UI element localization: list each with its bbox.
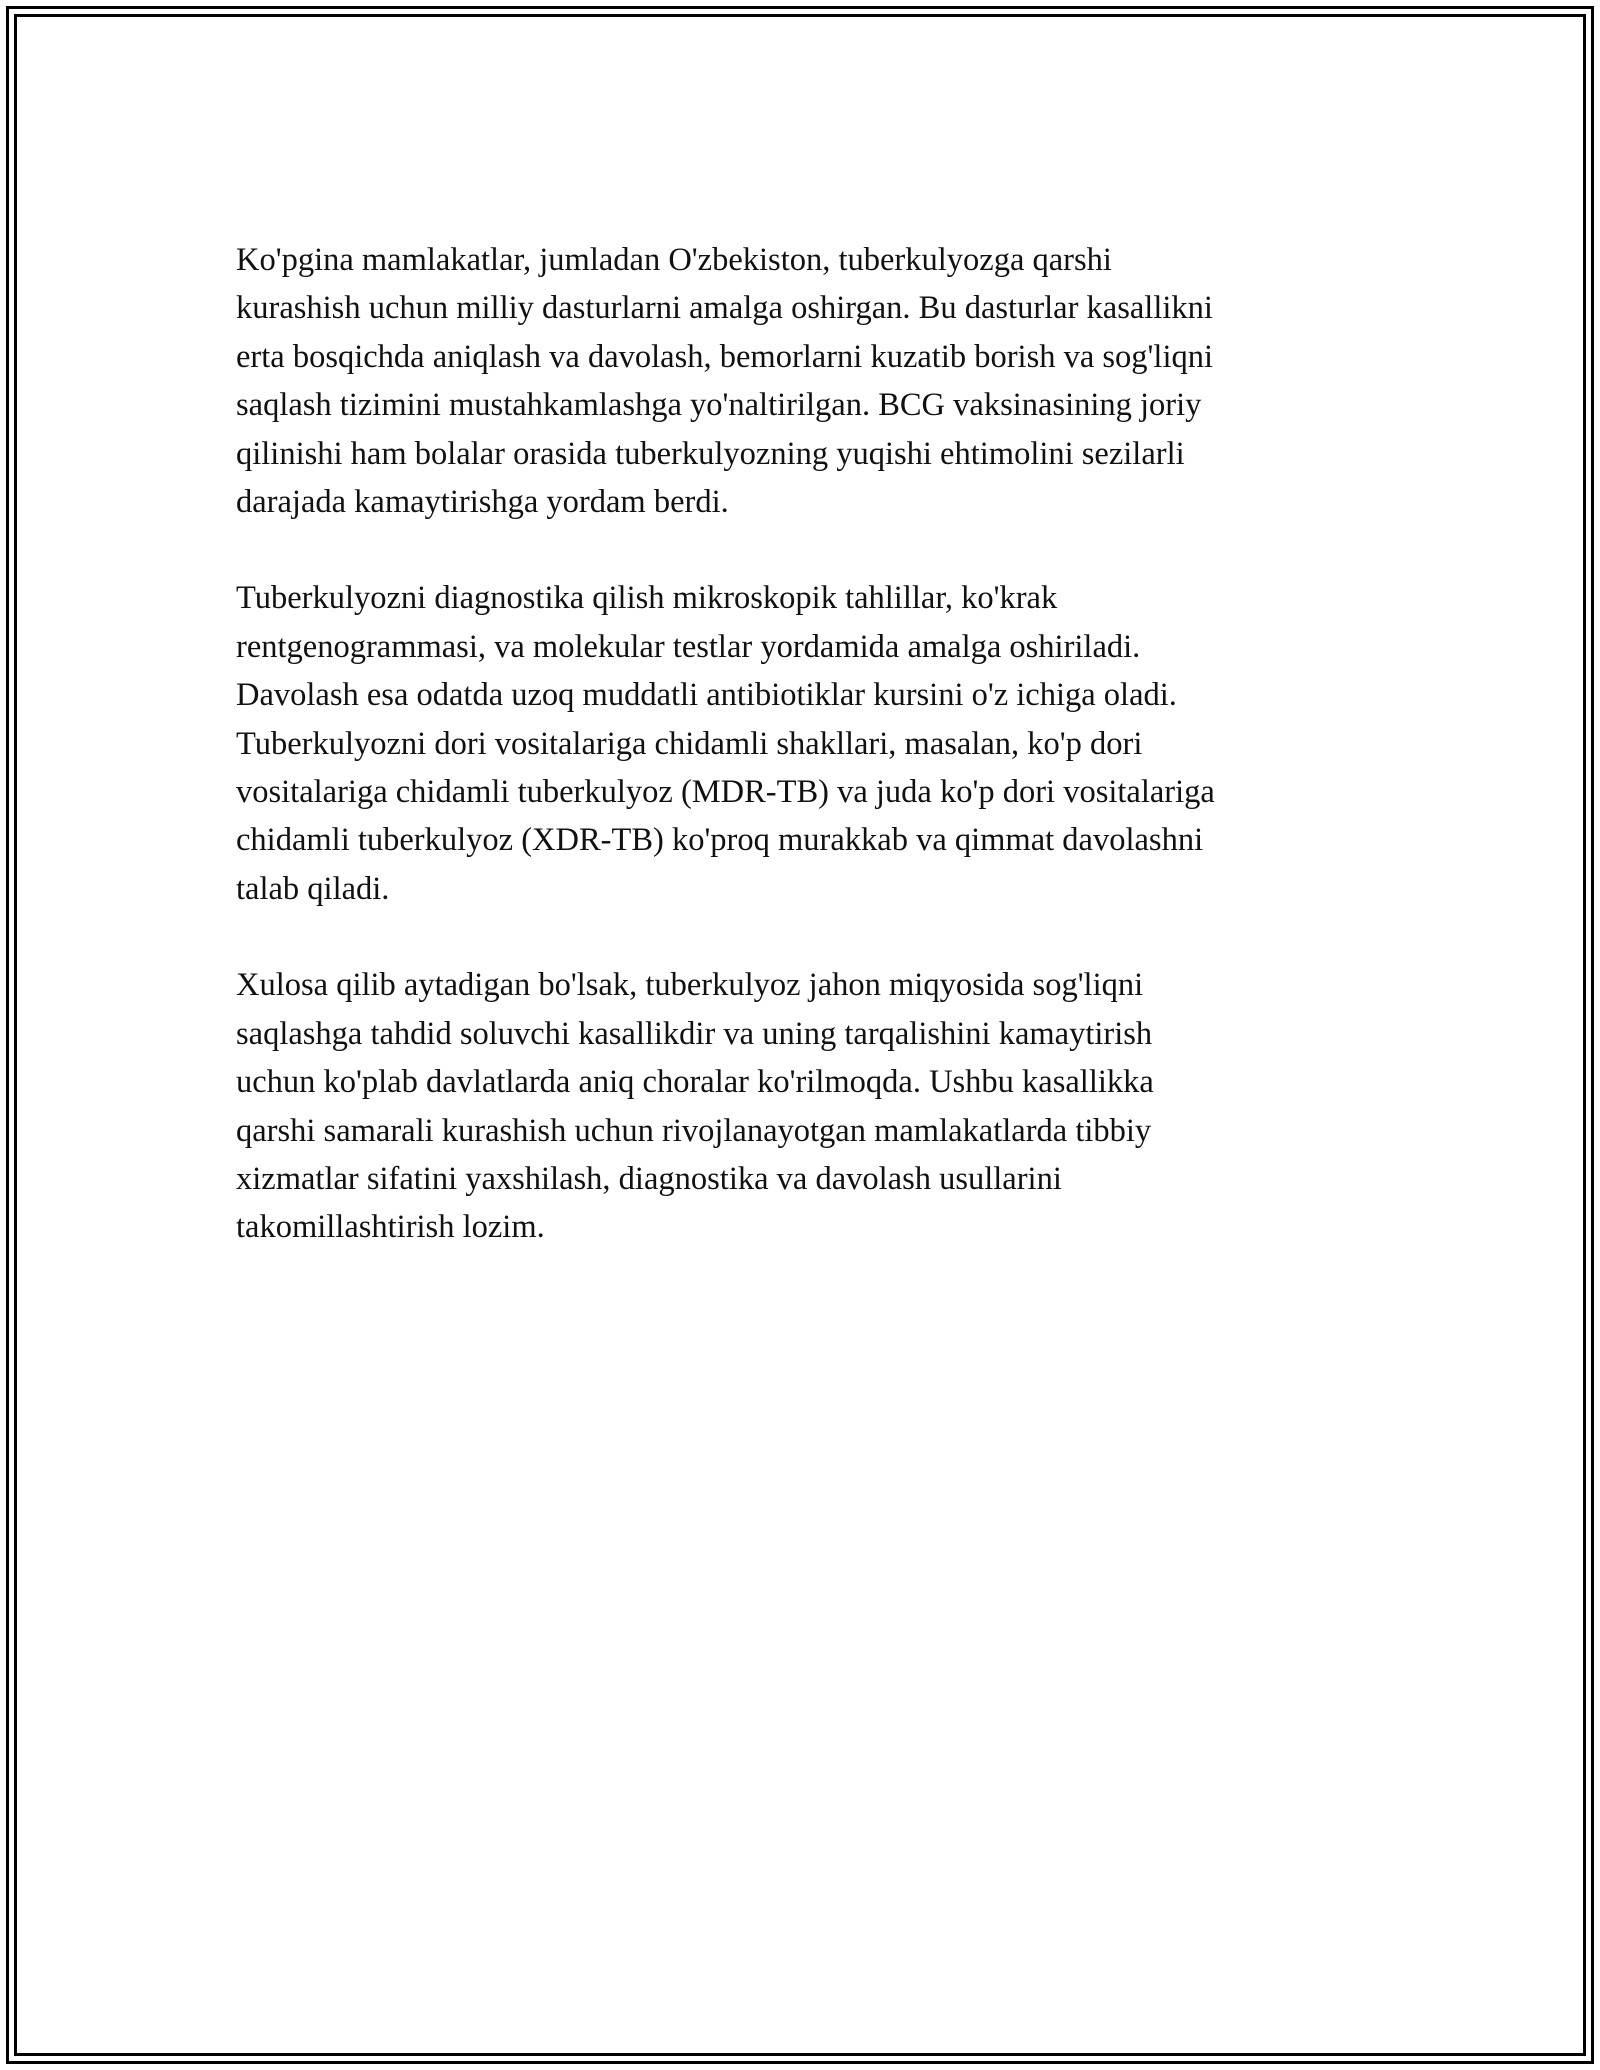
paragraph: Ko'pgina mamlakatlar, jumladan O'zbekiston, tuberkulyozga qarshi kurashish uchun milliy dasturlarni amalga oshirgan. Bu dasturlar kasallikni erta bosqichda aniqlash va davolash, bemorlarni kuzatib borish va sog'liqni saqlash tizimini mustahkamlashga yo'naltirilgan. BCG vaksinasining joriy qilinishi ham bolalar orasida tuberkulyozning yuqishi ehtimolini sezilarli darajada kamaytirishga yordam berdi. bbox=[236, 242, 1213, 521]
paragraph: Tuberkulyozni diagnostika qilish mikroskopik tahlillar, ko'krak rentgenogrammasi, va molekular testlar yordamida amalga oshiriladi. Davolash esa odatda uzoq muddatli antibiotiklar kursini o'z ichiga oladi. Tuberkulyozni dori vositalariga chidamli shakllari, masalan, ko'p dori vositalariga chidamli tuberkulyoz (MDR-TB) va juda ko'p dori vositalariga chidamli tuberkulyoz (XDR-TB) ko'proq murakkab va qimmat davolashni talab qiladi. bbox=[236, 580, 1215, 907]
document-body bbox=[236, 236, 1356, 1300]
paragraph: Xulosa qilib aytadigan bo'lsak, tuberkulyoz jahon miqyosida sog'liqni saqlashga tahdid soluvchi kasallikdir va uning tarqalishini kamaytirish uchun ko'plab davlatlarda aniq choralar ko'rilmoqda. Ushbu kasallikka qarshi samarali kurashish uchun rivojlanayotgan mamlakatlarda tibbiy xizmatlar sifatini yaxshilash, diagnostika va davolash usullarini takomillashtirish lozim. bbox=[236, 967, 1154, 1246]
